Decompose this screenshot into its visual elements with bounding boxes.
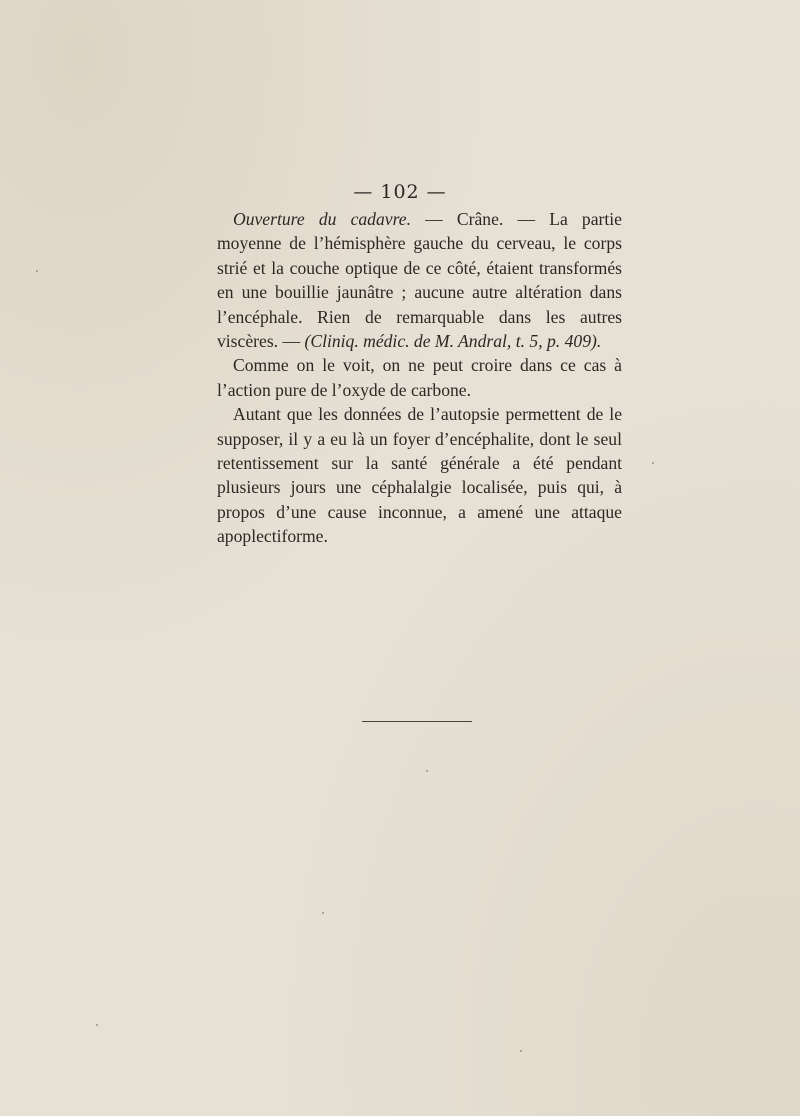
comment-text: Comme on le voit, on ne peut croire dans ce cas à l’action pure de l’oxyde de carbone. — [217, 355, 622, 400]
body-text — [217, 207, 622, 549]
paper-speck — [322, 912, 324, 914]
paper-speck — [652, 462, 654, 464]
paper-speck — [426, 770, 428, 772]
paper-speck — [520, 1050, 522, 1052]
paper-speck — [96, 1024, 98, 1026]
autopsy-heading: Ouverture du cadavre. — [233, 209, 411, 229]
page-number: — 102 — — [353, 181, 447, 203]
paragraph-interpretation — [217, 402, 622, 548]
interpretation-text: Autant que les données de l’autopsie permettent de le supposer, il y a eu là un foyer d’encéphalite, dont le seul retentissement sur la santé générale a été pendant plusieurs jours une céphalalgie localisée, puis qui, à propos d’une cause inconnue, a amené une attaque apoplectiforme. — [217, 404, 622, 547]
paragraph-autopsy — [217, 207, 622, 353]
paragraph-comment — [217, 353, 622, 402]
section-divider — [362, 721, 472, 722]
paper-speck — [36, 270, 38, 272]
autopsy-findings: — Crâne. — La partie moyenne de l’hémisphère gauche du cerveau, le corps strié et la couche optique de ce côté, étaient transformés en une bouillie jaunâtre ; aucune autre altération dans l’encéphale. Rien de remarquable dans les autres viscères. — — [217, 209, 622, 352]
citation: (Cliniq. médic. de M. Andral, t. 5, p. 409). — [304, 331, 602, 352]
